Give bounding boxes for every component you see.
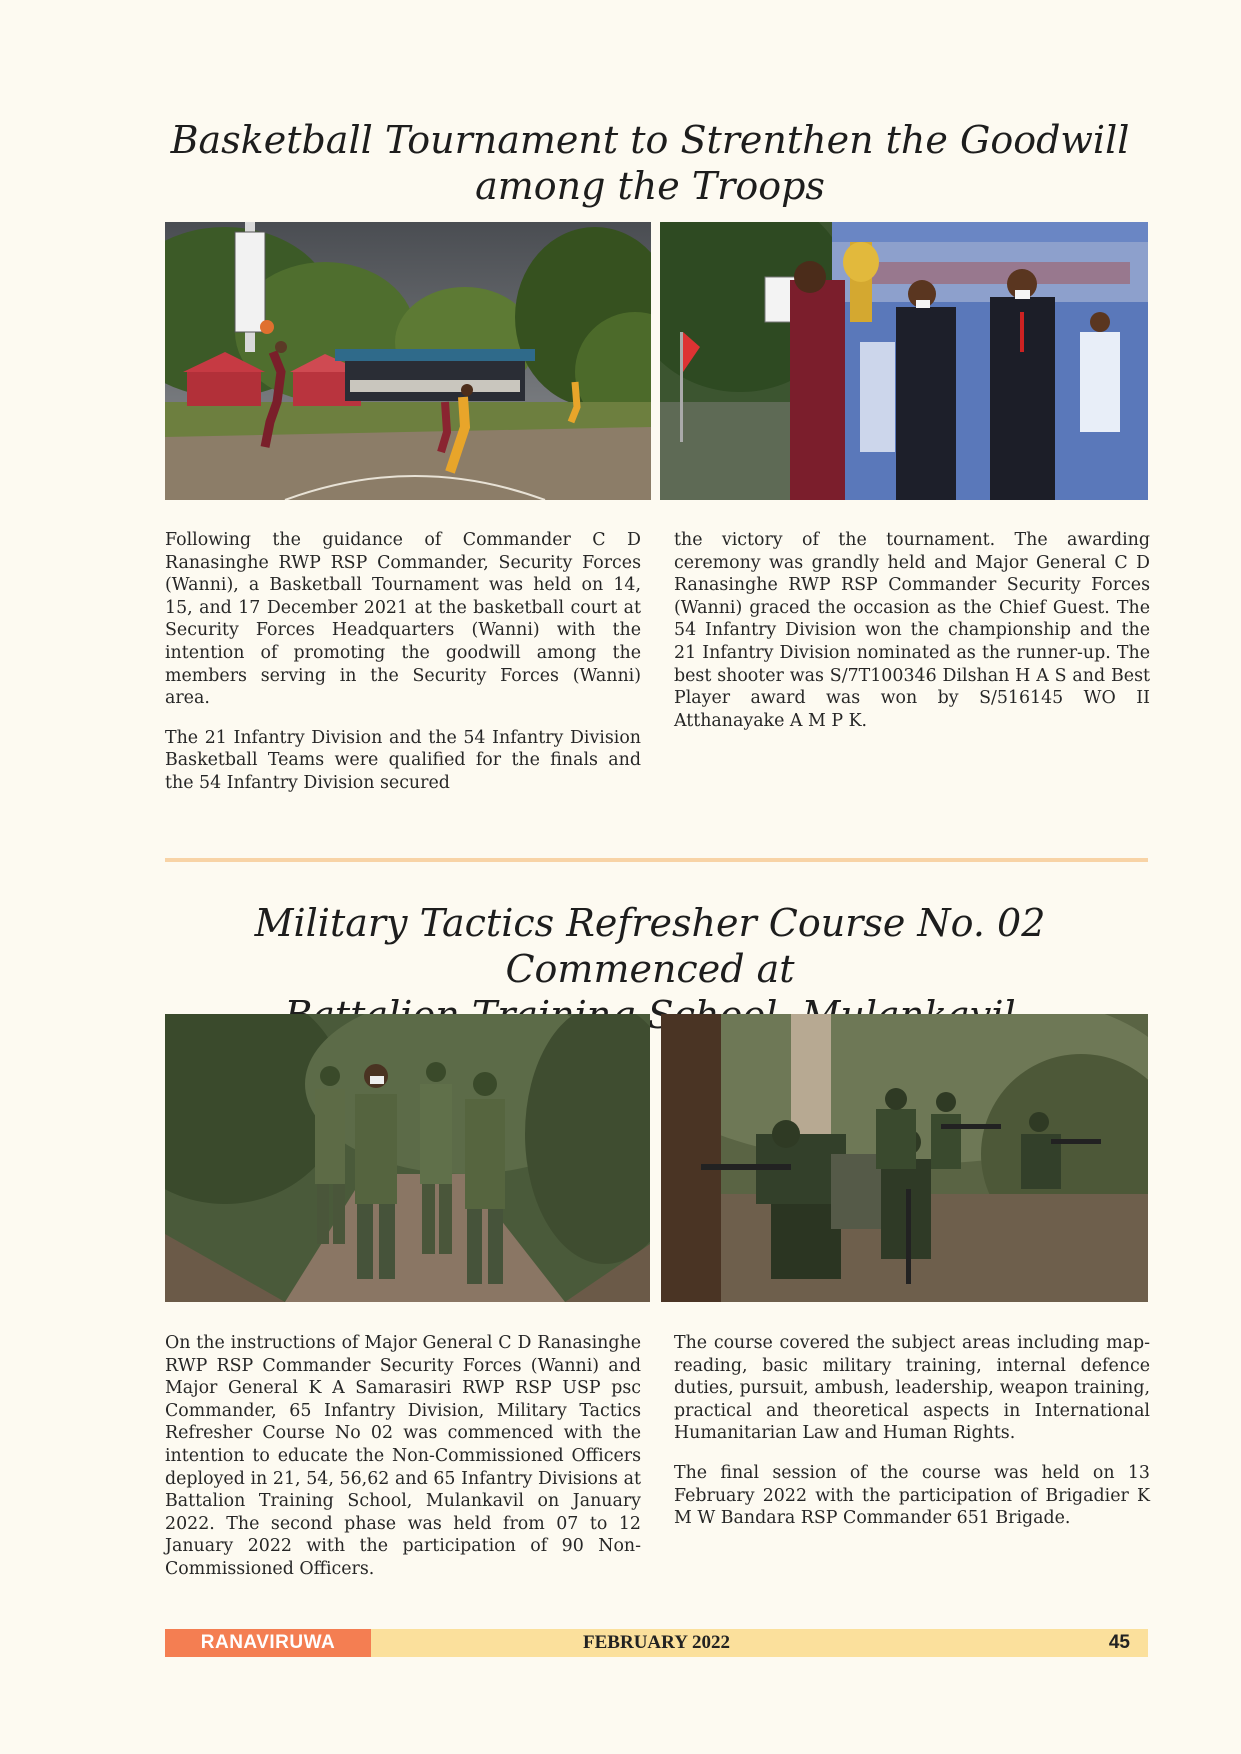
issue-date: FEBRUARY 2022 (583, 1632, 730, 1653)
article2-paragraph: The final session of the course was held on 13 February 2022 with the participation of Brigadier K M W Bandara RSP Commander 651 Brigade. (674, 1462, 1150, 1529)
article1-paragraph: The 21 Infantry Division and the 54 Infantry Division Basketball Teams were qualified for the finals and the 54 Infantry Division secured (165, 727, 641, 793)
page-number: 45 (1108, 1632, 1130, 1653)
article1-column-left (165, 529, 641, 812)
photo-basketball-game (165, 222, 651, 500)
article2-column-right (674, 1332, 1150, 1547)
article1-title (150, 117, 1150, 209)
magazine-brand: RANAVIRUWA (165, 1629, 371, 1657)
photo-tactical-training (661, 1014, 1148, 1302)
section-divider (165, 858, 1148, 862)
page-footer (165, 1629, 1148, 1657)
article2-paragraph: On the instructions of Major General C D Ranasinghe RWP RSP Commander Security Forces (Wanni) and Major General K A Samarasiri RWP RSP USP psc Commander, 65 Infantry Division, Military Tactics Refresher Course No 02 was commenced with the intention to educate the Non-Commissioned Officers deployed in 21, 54, 56,62 and 65 Infantry Divisions at Battalion Training School, Mulankavil on January 2022. The second phase was held from 07 to 12 January 2022 with the participation of 90 Non- Commissioned Officers. (165, 1333, 641, 1579)
article2-column-left (165, 1332, 641, 1598)
photo-trophy-presentation (660, 222, 1148, 500)
article1-paragraph: Following the guidance of Commander C D Ranasinghe RWP RSP Commander, Security Forces (Wanni), a Basketball Tournament was held on 14, 15, and 17 December 2021 at the basketball court at Security Forces Headquarters (Wanni) with the intention of promoting the goodwill among the members serving in the Security Forces (Wanni) area. (165, 530, 641, 709)
article1-paragraph: the victory of the tournament. The awarding ceremony was grandly held and Major General C D Ranasinghe RWP RSP Commander Security Forces (Wanni) graced the occasion as the Chief Guest. The 54 Infantry Division won the championship and the 21 Infantry Division nominated as the runner-up. The best shooter was S/7T100346 Dilshan H A S and Best Player award was won by S/516145 WO II Atthanayake A M P K. (674, 530, 1150, 731)
article2-paragraph: The course covered the subject areas including map-reading, basic military training, internal defence duties, pursuit, ambush, leadership, weapon training, practical and theoretical aspects in International Humanitarian Law and Human Rights. (674, 1333, 1150, 1444)
article1-title-line1: Basketball Tournament to Strenthen the Goodwill (170, 118, 1130, 162)
article2-title-line1: Military Tactics Refresher Course No. 02 Commenced at (254, 901, 1046, 991)
article1-title-line2: among the Troops (475, 164, 825, 208)
article1-column-right (674, 529, 1150, 749)
photo-officers-walking (165, 1014, 650, 1302)
